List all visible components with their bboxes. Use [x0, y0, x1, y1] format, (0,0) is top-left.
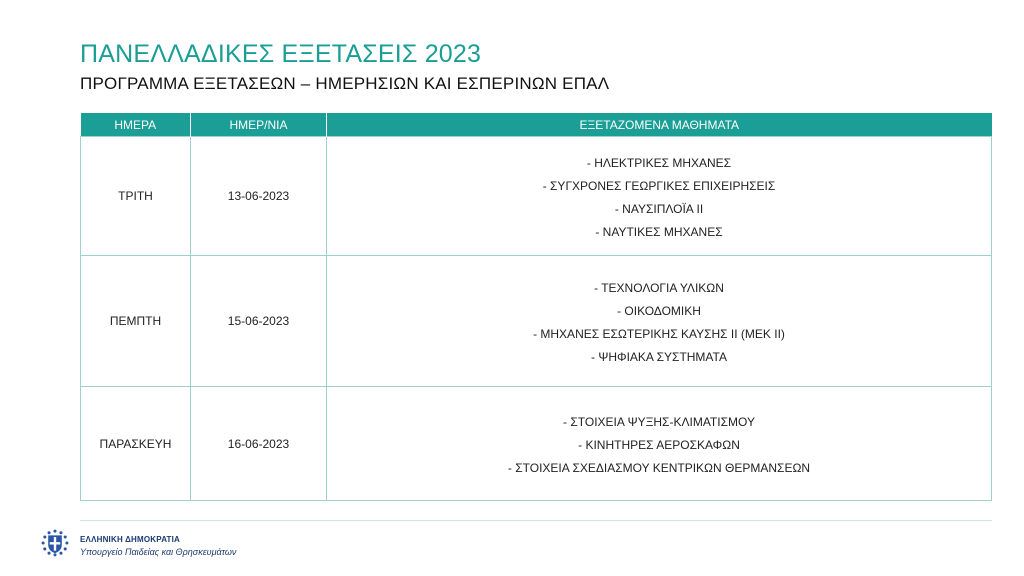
footer-divider — [80, 520, 992, 521]
subjects-cell — [327, 256, 992, 387]
subject-item: - ΟΙΚΟΔΟΜΙΚΗ — [617, 304, 701, 318]
subject-item: - ΨΗΦΙΑΚΑ ΣΥΣΤΗΜΑΤΑ — [590, 350, 727, 364]
subject-item: - ΣΥΓΧΡΟΝΕΣ ΓΕΩΡΓΙΚΕΣ ΕΠΙΧΕΙΡΗΣΕΙΣ — [542, 179, 776, 193]
day-cell: ΠΕΜΠΤΗ — [81, 256, 191, 387]
greek-coat-of-arms-icon — [38, 526, 72, 560]
column-header-day: ΗΜΕΡΑ — [81, 113, 191, 137]
subject-item: - ΣΤΟΙΧΕΙΑ ΣΧΕΔΙΑΣΜΟΥ ΚΕΝΤΡΙΚΩΝ ΘΕΡΜΑΝΣΕΩΝ — [507, 461, 811, 475]
subject-item: - ΣΤΟΙΧΕΙΑ ΨΥΞΗΣ-ΚΛΙΜΑΤΙΣΜΟΥ — [563, 415, 755, 429]
subject-item: - ΗΛΕΚΤΡΙΚΕΣ ΜΗΧΑΝΕΣ — [586, 156, 732, 170]
table-row — [81, 387, 992, 501]
column-header-date: ΗΜΕΡ/ΝΙΑ — [191, 113, 327, 137]
subject-item: - ΝΑΥΤΙΚΕΣ ΜΗΧΑΝΕΣ — [595, 225, 723, 239]
subjects-cell — [327, 137, 992, 256]
date-cell: 16-06-2023 — [191, 387, 327, 501]
date-cell: 15-06-2023 — [191, 256, 327, 387]
page-subtitle: ΠΡΟΓΡΑΜΜΑ ΕΞΕΤΑΣΕΩΝ – ΗΜΕΡΗΣΙΩΝ ΚΑΙ ΕΣΠΕΡΙΝΩΝ ΕΠΑΛ — [80, 74, 610, 93]
day-cell: ΠΑΡΑΣΚΕΥΗ — [81, 387, 191, 501]
table-row — [81, 137, 992, 256]
date-cell: 13-06-2023 — [191, 137, 327, 256]
subject-item: - ΝΑΥΣΙΠΛΟΪΑ ΙΙ — [614, 202, 704, 216]
footer-ministry: Υπουργείο Παιδείας και Θρησκευμάτων — [80, 547, 237, 557]
subject-item: - ΤΕΧΝΟΛΟΓΙΑ ΥΛΙΚΩΝ — [594, 281, 724, 295]
page-title: ΠΑΝΕΛΛΑΔΙΚΕΣ ΕΞΕΤΑΣΕΙΣ 2023 — [80, 40, 482, 68]
table-header-row — [81, 113, 992, 137]
footer-branding — [80, 535, 236, 557]
subject-item: - ΚΙΝΗΤΗΡΕΣ ΑΕΡΟΣΚΑΦΩΝ — [578, 438, 740, 452]
footer-country: ΕΛΛΗΝΙΚΗ ΔΗΜΟΚΡΑΤΙΑ — [80, 535, 180, 544]
day-cell: ΤΡΙΤΗ — [81, 137, 191, 256]
subjects-cell — [327, 387, 992, 501]
exam-schedule-table — [80, 113, 992, 501]
column-header-subjects: ΕΞΕΤΑΖΟΜΕΝΑ ΜΑΘΗΜΑΤΑ — [327, 113, 992, 137]
subject-item: - ΜΗΧΑΝΕΣ ΕΣΩΤΕΡΙΚΗΣ ΚΑΥΣΗΣ ΙΙ (ΜΕΚ ΙΙ) — [533, 327, 785, 341]
table-row — [81, 256, 992, 387]
